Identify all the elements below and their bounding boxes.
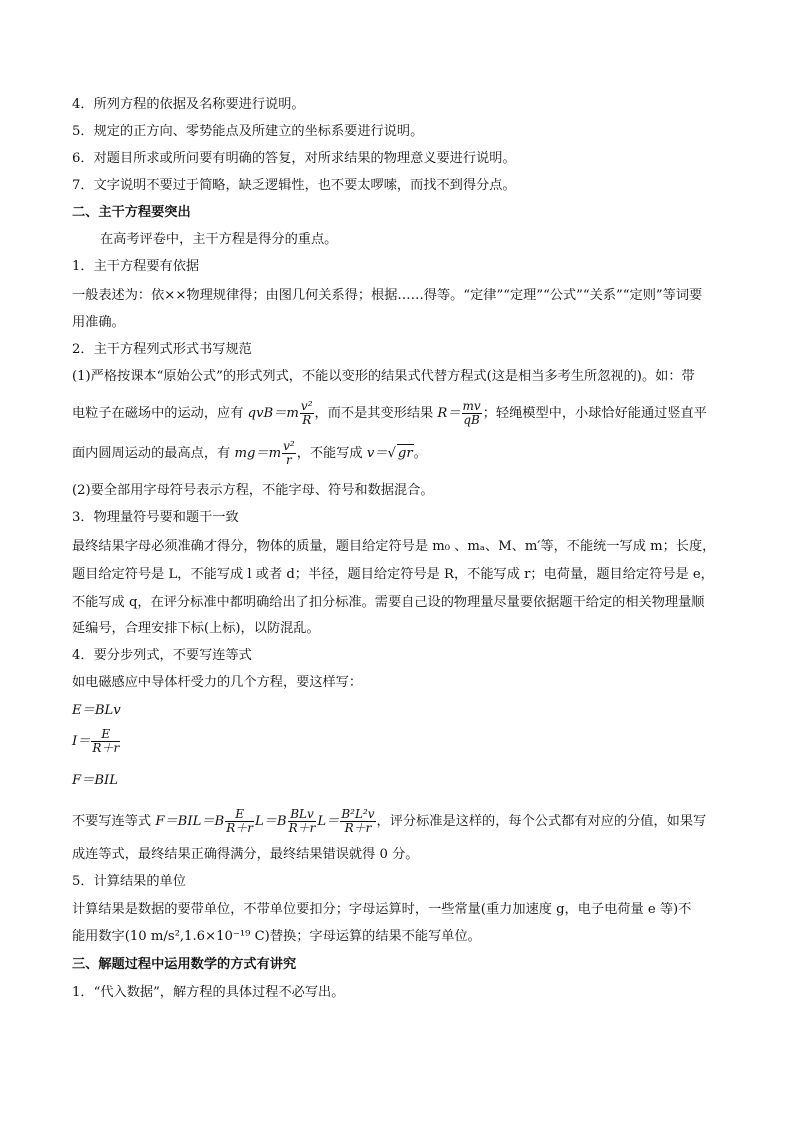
subsection-1: 1．主干方程要有依据 <box>72 259 200 274</box>
paragraph: 如电磁感应中导体杆受力的几个方程，要这样写： <box>72 675 363 690</box>
paragraph: 题目给定符号是 L，不能写成 l 或者 d；半径，题目给定符号是 R，不能写成 r；电荷量，题目给定符号是 e， <box>72 567 714 582</box>
paragraph-with-formula: 电粒子在磁场中的运动，应有 qvB＝m $\frac{\text{v²}}{R}$ ，而不是其变形结果 R＝ $\frac{mv}{qB}$ ；轻绳模型中，小球恰好能通过竖直平 <box>72 399 707 427</box>
item-6: 6．对题目所求或所问要有明确的答复，对所求结果的物理意义要进行说明。 <box>72 151 516 166</box>
paragraph-with-formula: 不要写连等式 F＝BIL＝B $\frac{E}{R+r}$ L＝B $\frac{\text{BLv}}{R+r}$ L＝ $\frac{\text{B²L²v}}{R+r}$ ，评分标准是这样的，每个公式都有对应的分值，如果写 <box>72 807 707 835</box>
subsection-2: 2．主干方程列式形式书写规范 <box>72 342 252 357</box>
paragraph: 计算结果是数据的要带单位，不带单位要扣分；字母运算时，一些常量(重力加速度 g，电子电荷量 e 等)不 <box>72 902 692 917</box>
section-heading-2: 二、主干方程要突出 <box>72 205 191 220</box>
formula-chain: F＝BIL＝B $\frac{E}{R+r}$ L＝B $\frac{\text{BLv}}{R+r}$ L＝ $\frac{\text{B²L²v}}{R+r}$ <box>155 807 375 835</box>
item-4: 4．所列方程的依据及名称要进行说明。 <box>72 97 305 112</box>
paragraph: 延编号，合理安排下标(上标)，以防混乱。 <box>72 621 320 636</box>
paragraph: 用准确。 <box>72 315 125 330</box>
equation-force: F＝BIL <box>72 773 118 788</box>
equation-current: I＝ $\frac{E}{R+r}$ <box>72 727 120 755</box>
equation-emf: E＝BLv <box>72 703 121 718</box>
subsection-4: 4．要分步列式，不要写连等式 <box>72 648 252 663</box>
formula-r: R＝ $\frac{mv}{qB}$ <box>437 399 481 427</box>
paragraph: 一般表述为：依××物理规律得；由图几何关系得；根据……得等。“定律”“定理”“公式”“关系”“定则”等词要 <box>72 288 703 303</box>
paragraph: 能用数字(10 m/s²,1.6×10⁻¹⁹ C)替换；字母运算的结果不能写单位。 <box>72 929 481 944</box>
section-heading-3: 三、解题过程中运用数学的方式有讲究 <box>72 957 297 972</box>
item-5: 5．规定的正方向、零势能点及所建立的坐标系要进行说明。 <box>72 124 424 139</box>
subsection-3: 3．物理量符号要和题干一致 <box>72 510 239 525</box>
formula-qvb: qvB＝m $\frac{\text{v²}}{R}$ <box>247 399 313 427</box>
subsection-5: 5．计算结果的单位 <box>72 874 186 889</box>
paragraph: (1)严格按课本“原始公式”的形式列式，不能以变形的结果式代替方程式(这是相当多考生所忽视的)。如：带 <box>72 369 695 384</box>
paragraph: 不能写成 q，在评分标准中都明确给出了扣分标准。需要自己设的物理量尽量要依据题干给定的相关物理量顺 <box>72 595 705 610</box>
item-7: 7．文字说明不要过于简略，缺乏逻辑性，也不要太啰嗦，而找不到得分点。 <box>72 178 516 193</box>
paragraph: 成连等式，最终结果正确得满分，最终结果错误就得 0 分。 <box>72 847 419 862</box>
formula-mg: mg＝m $\frac{\text{v²}}{r}$ <box>234 439 295 467</box>
subsection-6: 1．“代入数据”，解方程的具体过程不必写出。 <box>72 985 345 1000</box>
paragraph: 在高考评卷中，主干方程是得分的重点。 <box>100 232 338 247</box>
paragraph: 最终结果字母必须准确才得分，物体的质量，题目给定符号是 m₀ 、mₐ、M、m′等，不能统一写成 m；长度， <box>72 539 716 554</box>
paragraph: (2)要全部用字母符号表示方程，不能字母、符号和数据混合。 <box>72 483 434 498</box>
formula-v: v＝√ gr <box>366 446 413 461</box>
paragraph-with-formula: 面内圆周运动的最高点，有 mg＝m $\frac{\text{v²}}{r}$ ，不能写成 v＝√ gr。 <box>72 439 427 467</box>
